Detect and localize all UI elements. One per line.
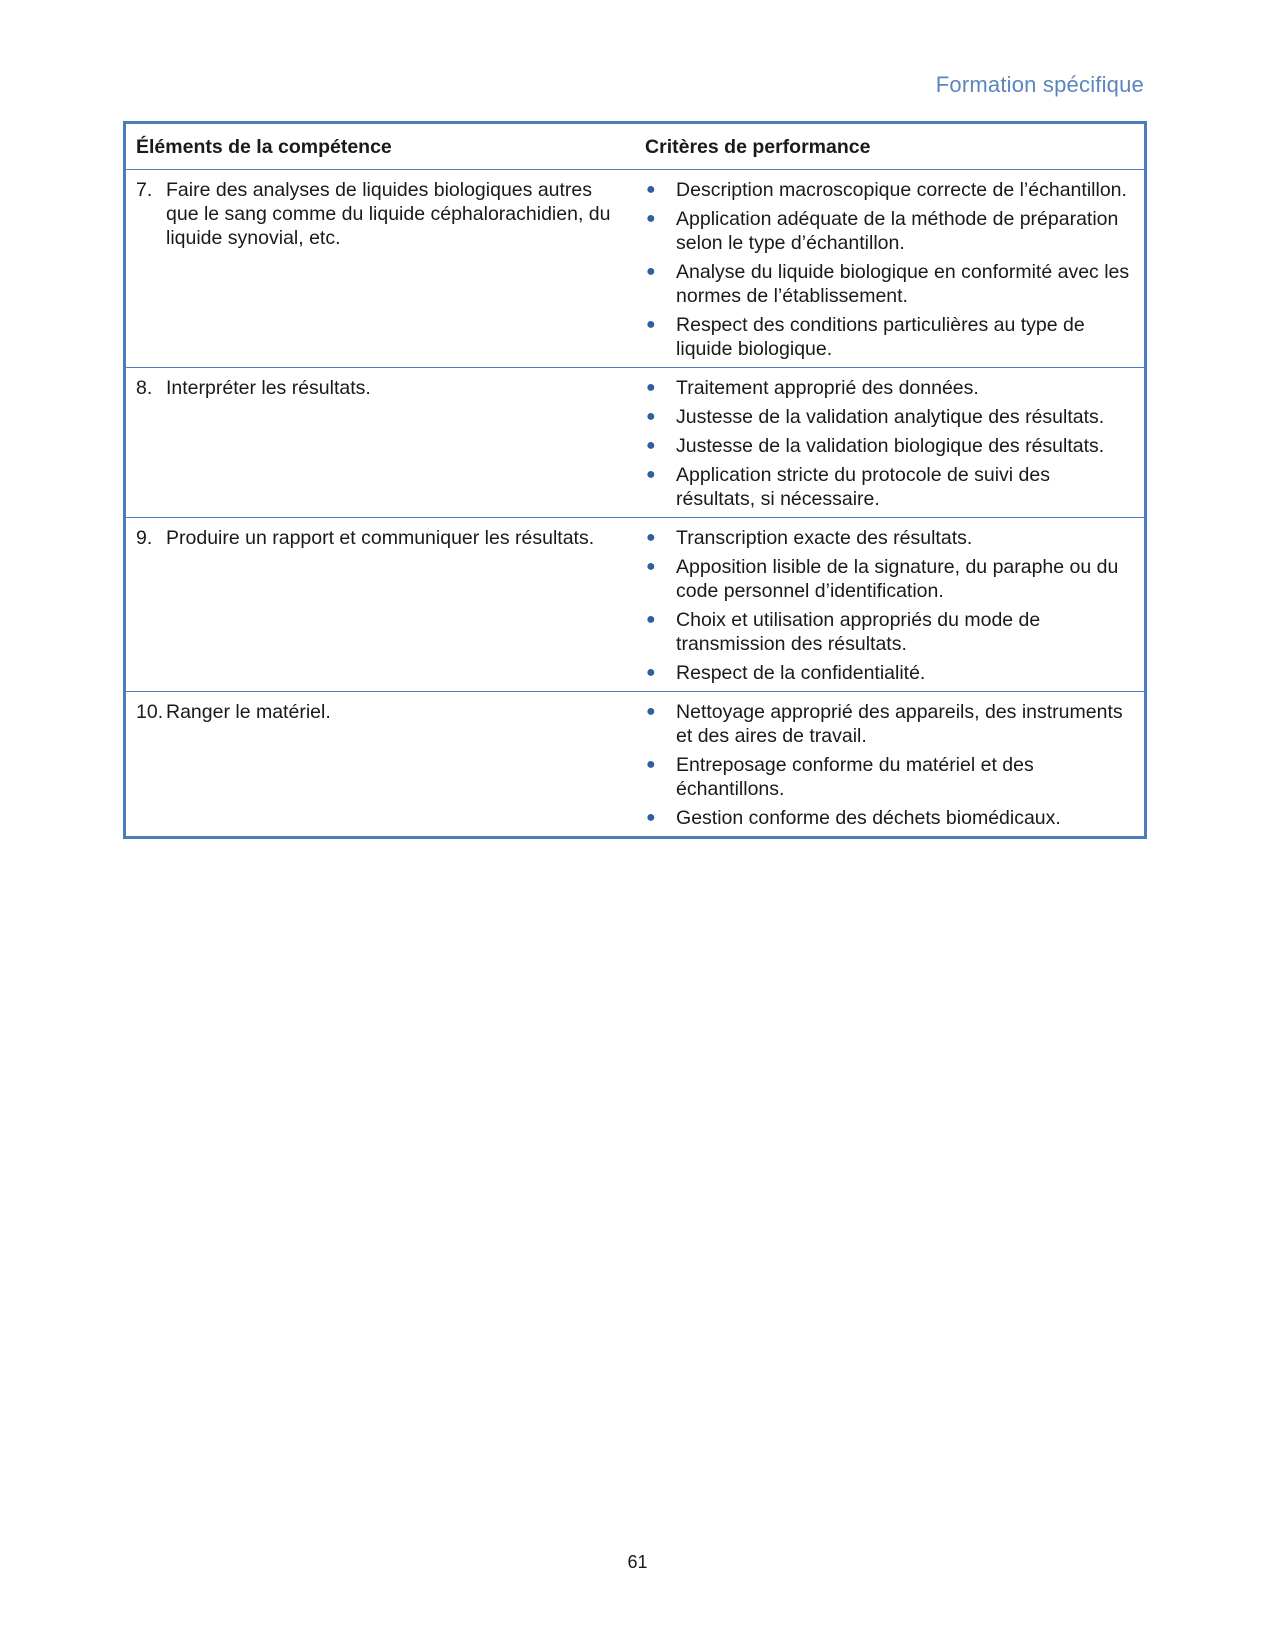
list-item bbox=[645, 405, 1134, 429]
list-item bbox=[645, 434, 1134, 458]
element-number: 10. bbox=[136, 701, 164, 723]
table-row bbox=[125, 368, 1146, 518]
criterion-text: Traitement approprié des données. bbox=[676, 377, 979, 399]
list-item bbox=[645, 608, 1134, 656]
element-number: 9. bbox=[136, 527, 153, 549]
criteria-cell bbox=[635, 518, 1145, 692]
list-item bbox=[645, 260, 1134, 308]
bullet-icon: ● bbox=[646, 611, 656, 628]
criterion-text: Justesse de la validation biologique des résultats. bbox=[676, 435, 1105, 457]
bullet-icon: ● bbox=[646, 809, 656, 826]
bullet-icon: ● bbox=[646, 756, 656, 773]
list-item bbox=[645, 700, 1134, 748]
table-header-row bbox=[125, 123, 1146, 170]
element-text: Ranger le matériel. bbox=[166, 701, 331, 723]
element-text: Faire des analyses de liquides biologiques autres que le sang comme du liquide céphalorachidien, du liquide synovial, etc. bbox=[166, 179, 611, 249]
list-item bbox=[645, 178, 1134, 202]
criterion-text: Respect des conditions particulières au type de liquide biologique. bbox=[676, 314, 1085, 360]
criteria-list bbox=[645, 178, 1134, 361]
list-item bbox=[645, 661, 1134, 685]
criterion-text: Nettoyage approprié des appareils, des instruments et des aires de travail. bbox=[676, 701, 1123, 747]
table-row bbox=[125, 518, 1146, 692]
list-item bbox=[645, 555, 1134, 603]
bullet-icon: ● bbox=[646, 529, 656, 546]
criteria-list bbox=[645, 376, 1134, 511]
list-item bbox=[645, 376, 1134, 400]
column-header-criteria: Critères de performance bbox=[635, 123, 1145, 170]
bullet-icon: ● bbox=[646, 466, 656, 483]
element-cell bbox=[125, 692, 636, 838]
criterion-text: Transcription exacte des résultats. bbox=[676, 527, 973, 549]
criterion-text: Entreposage conforme du matériel et des échantillons. bbox=[676, 754, 1034, 800]
criterion-text: Respect de la confidentialité. bbox=[676, 662, 926, 684]
list-item bbox=[645, 207, 1134, 255]
criterion-text: Application stricte du protocole de suivi des résultats, si nécessaire. bbox=[676, 464, 1050, 510]
competence-table bbox=[123, 121, 1147, 839]
criterion-text: Analyse du liquide biologique en conformité avec les normes de l’établissement. bbox=[676, 261, 1130, 307]
criteria-list bbox=[645, 700, 1134, 830]
list-item bbox=[645, 463, 1134, 511]
list-item bbox=[645, 313, 1134, 361]
bullet-icon: ● bbox=[646, 703, 656, 720]
criterion-text: Apposition lisible de la signature, du paraphe ou du code personnel d’identification. bbox=[676, 556, 1119, 602]
list-item bbox=[645, 753, 1134, 801]
element-number: 7. bbox=[136, 179, 153, 201]
bullet-icon: ● bbox=[646, 379, 656, 396]
running-header: Formation spécifique bbox=[935, 72, 1144, 97]
table-row bbox=[125, 692, 1146, 838]
bullet-icon: ● bbox=[646, 210, 656, 227]
element-cell bbox=[125, 170, 636, 368]
bullet-icon: ● bbox=[646, 558, 656, 575]
criterion-text: Description macroscopique correcte de l’échantillon. bbox=[676, 179, 1127, 201]
list-item bbox=[645, 526, 1134, 550]
bullet-icon: ● bbox=[646, 263, 656, 280]
bullet-icon: ● bbox=[646, 316, 656, 333]
element-cell bbox=[125, 368, 636, 518]
element-cell bbox=[125, 518, 636, 692]
bullet-icon: ● bbox=[646, 437, 656, 454]
criteria-cell bbox=[635, 368, 1145, 518]
page-number: 61 bbox=[627, 1552, 648, 1572]
table-row bbox=[125, 170, 1146, 368]
bullet-icon: ● bbox=[646, 408, 656, 425]
criterion-text: Gestion conforme des déchets biomédicaux. bbox=[676, 807, 1061, 829]
column-header-elements: Éléments de la compétence bbox=[125, 123, 636, 170]
criterion-text: Application adéquate de la méthode de préparation selon le type d’échantillon. bbox=[676, 208, 1119, 254]
list-item bbox=[645, 806, 1134, 830]
element-text: Produire un rapport et communiquer les résultats. bbox=[166, 527, 595, 549]
criteria-cell bbox=[635, 692, 1145, 838]
criteria-cell bbox=[635, 170, 1145, 368]
criterion-text: Justesse de la validation analytique des résultats. bbox=[676, 406, 1105, 428]
criteria-list bbox=[645, 526, 1134, 685]
criterion-text: Choix et utilisation appropriés du mode de transmission des résultats. bbox=[676, 609, 1041, 655]
element-number: 8. bbox=[136, 377, 153, 399]
bullet-icon: ● bbox=[646, 181, 656, 198]
element-text: Interpréter les résultats. bbox=[166, 377, 371, 399]
bullet-icon: ● bbox=[646, 664, 656, 681]
